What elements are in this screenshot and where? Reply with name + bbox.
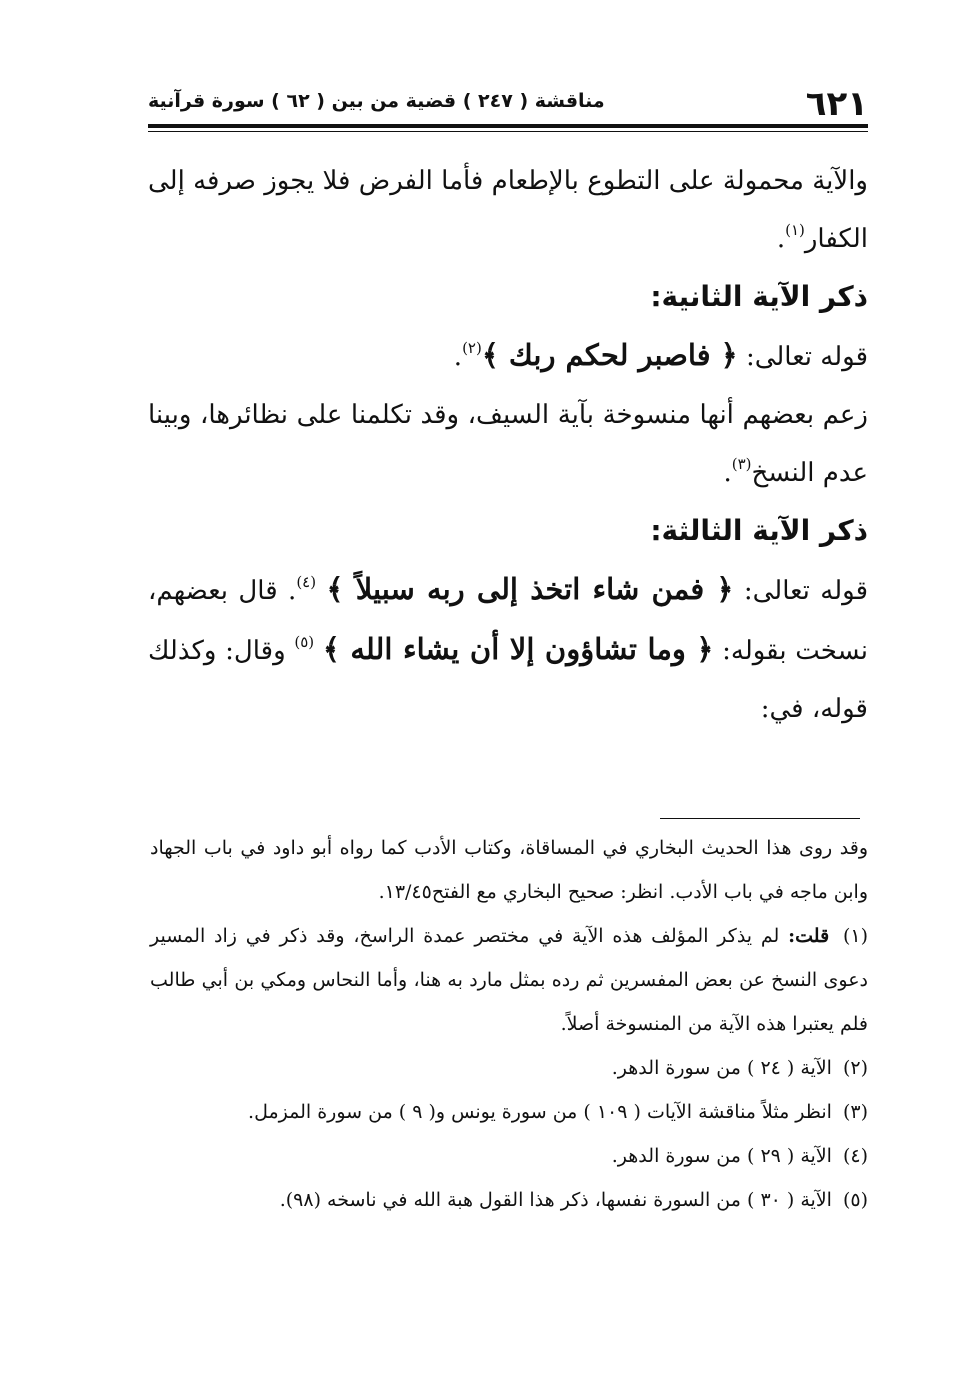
footnote-ref-3: (٣) [731, 455, 752, 473]
quran-verse-2: ﴿ فمن شاء اتخذ إلى ربه سبيلاً ﴾ [326, 572, 734, 606]
footnotes [150, 826, 868, 1222]
footnote-1 [150, 914, 868, 1046]
main-text [148, 152, 868, 738]
footnote-number: (٥) [842, 1189, 868, 1211]
running-title: مناقشة ( ٢٤٧ ) قضية من بين ( ٦٢ ) سورة قرآنية [148, 90, 605, 112]
heading-third-verse: ذكر الآية الثالثة: [650, 514, 868, 547]
paragraph-2-lead: قوله تعالى: [737, 342, 868, 372]
footnote-ref-5: (٥) [294, 633, 315, 651]
footnote-text: لم يذكر المؤلف هذه الآية في مختصر عمدة الراسخ، وقد ذكر في زاد المسير دعوى النسخ عن بعض المفسرين ثم رده بمثل مارد به هنا، وأما النحاس ومكي بن أبي طالب فلم يعتبرا هذه الآية من المنسوخة أصلاً. [150, 925, 868, 1035]
paragraph-4-tail: وقال: وكذلك قوله، في: [148, 636, 868, 724]
footnote-4 [150, 1134, 868, 1178]
footnote-text: الآية ( ٢٩ ) من سورة الدهر. [611, 1145, 832, 1167]
footnote-5 [150, 1178, 868, 1222]
footnote-number: (١) [842, 925, 868, 947]
paragraph-3-text: زعم بعضهم أنها منسوخة بآية السيف، وقد تكلمنا على نظائرها، وبينا عدم النسخ [148, 400, 868, 488]
header-rule-thick [148, 124, 868, 128]
footnote-number: (٢) [842, 1057, 868, 1079]
footnote-number: (٣) [842, 1101, 868, 1123]
paragraph-4-lead: قوله تعالى: [733, 576, 869, 606]
footnote-text: الآية ( ٣٠ ) من السورة نفسها، ذكر هذا القول هبة الله في ناسخه (٩٨). [279, 1189, 832, 1211]
footnote-2 [150, 1046, 868, 1090]
heading-second-verse: ذكر الآية الثانية: [650, 280, 868, 313]
footnote-ref-1: (١) [785, 221, 805, 239]
paragraph-4-mid: قال بعضهم، نسخت بقوله: [148, 576, 869, 666]
paragraph-4: قوله تعالى: ﴿ فمن شاء اتخذ إلى ربه سبيلاً ﴾ $^{(٤)}$. قال بعضهم، نسخت بقوله: ﴿ وما تشاؤون إلا أن يشاء الله ﴾ $^{(٥)}$ وقال: وكذلك قوله، في: [148, 572, 869, 724]
quran-verse-1: ﴿ فاصبر لحكم ربك ﴾ [481, 338, 738, 372]
paragraph-2: قوله تعالى: ﴿ فاصبر لحكم ربك ﴾$^{(٢)}$. [453, 338, 868, 372]
paragraph-1: والآية محمولة على التطوع بالإطعام فأما الفرض فلا يجوز صرفه إلى الكفار$^{(١)}$. [148, 166, 868, 254]
page-number: ٦٢١ [805, 84, 868, 124]
footnote-text: انظر مثلاً مناقشة الآيات ( ١٠٩ ) من سورة يونس و( ٩ ) من سورة المزمل. [248, 1101, 832, 1123]
paragraph-1-text: والآية محمولة على التطوع بالإطعام فأما الفرض فلا يجوز صرفه إلى الكفار [148, 166, 868, 254]
quran-verse-3: ﴿ وما تشاؤون إلا أن يشاء الله ﴾ [322, 632, 714, 666]
footnote-ref-2: (٢) [462, 339, 482, 357]
footnote-ref-4: (٤) [296, 573, 317, 591]
footnote-text: الآية ( ٢٤ ) من سورة الدهر. [611, 1057, 832, 1079]
header-rule-thin [148, 131, 868, 132]
page-header [148, 82, 868, 122]
footnote-separator [660, 818, 860, 819]
footnote-3 [150, 1090, 868, 1134]
footnote-continuation: وقد روى هذا الحديث البخاري في المساقاة، وكتاب الأدب كما رواه أبو داود في باب الجهاد وابن ماجه في باب الأدب. انظر: صحيح البخاري مع الفتح١٣/٤٥. [150, 837, 868, 903]
footnote-number: (٤) [842, 1145, 868, 1167]
paragraph-3: زعم بعضهم أنها منسوخة بآية السيف، وقد تكلمنا على نظائرها، وبينا عدم النسخ$^{(٣)}$. [148, 400, 868, 488]
footnote-label: قلت: [788, 925, 830, 947]
